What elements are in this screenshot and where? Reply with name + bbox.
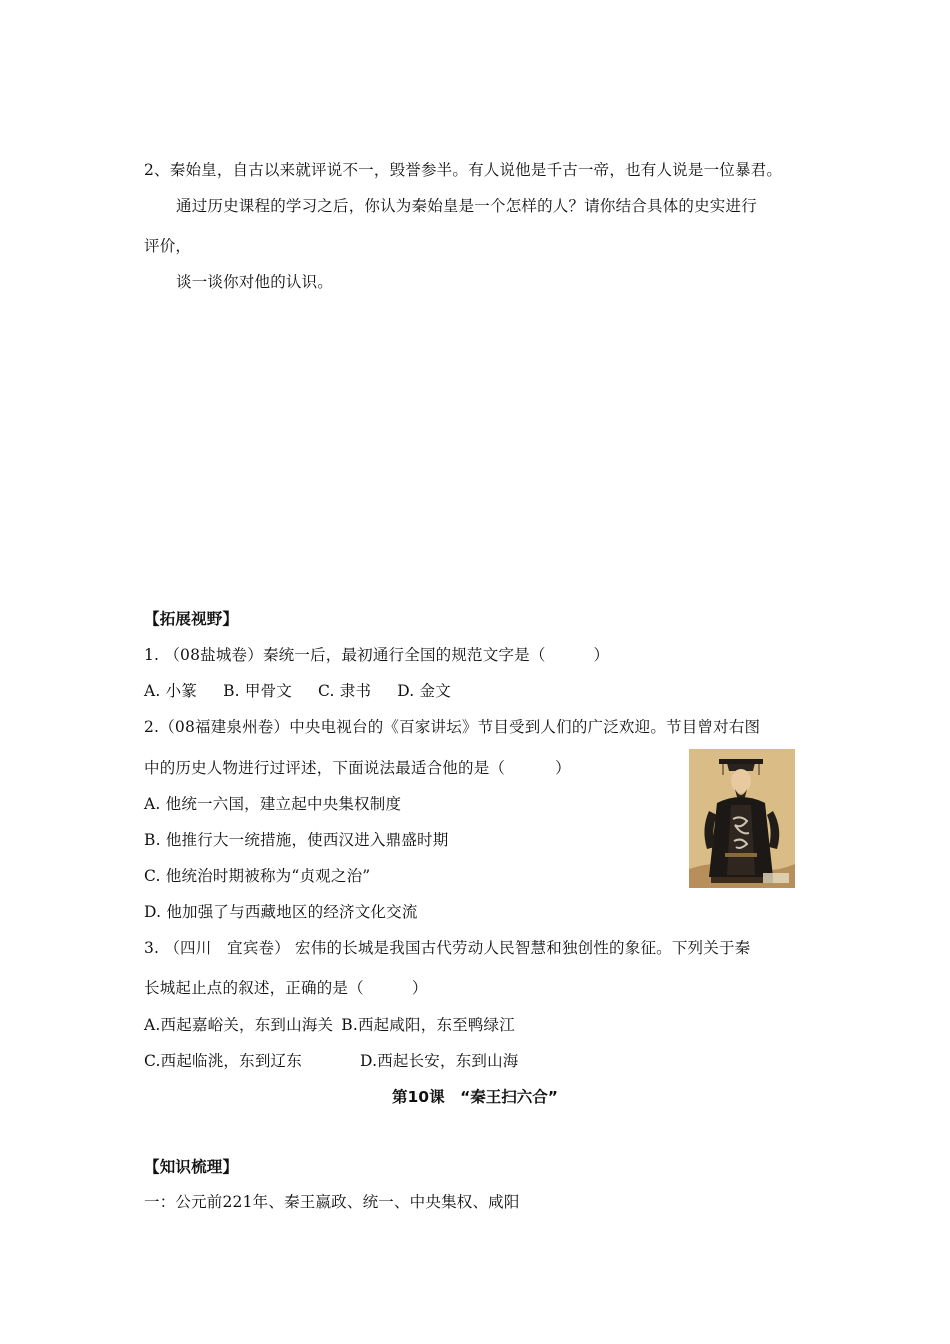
q3-options-row-1 — [144, 1015, 515, 1035]
q1-stem-text: 1. （08盐城卷）秦统一后，最初通行全国的规范文字是（ — [144, 646, 546, 664]
qin-shi-huang-portrait — [689, 749, 795, 888]
extend-q3-stem-1: 3. （四川 宜宾卷） 宏伟的长城是我国古代劳动人民智慧和独创性的象征。下列关于秦 — [144, 939, 751, 957]
q2-close-paren: ） — [555, 759, 571, 777]
knowledge-item-1: 一：公元前221年、秦王嬴政、统一、中央集权、咸阳 — [144, 1193, 520, 1211]
q3-close-paren: ） — [411, 979, 428, 997]
extend-q3-stem-2 — [144, 978, 428, 998]
q2-option-a: A. 他统一六国，建立起中央集权制度 — [144, 795, 402, 813]
q2-line-3: 评价， — [144, 237, 192, 255]
q3-option-d: D.西起长安，东到山海 — [360, 1052, 519, 1070]
extend-q2-stem-1: 2.（08福建泉州卷）中央电视台的《百家讲坛》节目受到人们的广泛欢迎。节目曾对右图 — [144, 718, 761, 736]
q3-option-a: A.西起嘉峪关，东到山海关 — [144, 1016, 334, 1034]
q3-option-c: C.西起临洮，东到辽东 — [144, 1052, 302, 1070]
q1-close-paren: ） — [593, 646, 610, 664]
q2-option-b: B. 他推行大一统措施，使西汉进入鼎盛时期 — [144, 831, 449, 849]
extend-q2-stem-2 — [144, 758, 571, 778]
extend-q1-stem — [144, 645, 609, 665]
q2-line-2: 通过历史课程的学习之后，你认为秦始皇是一个怎样的人？请你结合具体的史实进行 — [176, 197, 757, 215]
q3-option-b: B.西起咸阳，东至鸭绿江 — [341, 1016, 515, 1034]
knowledge-heading: 【知识梳理】 — [144, 1158, 239, 1176]
q2-option-d: D. 他加强了与西藏地区的经济文化交流 — [144, 903, 418, 921]
portrait-illustration — [689, 749, 795, 888]
q2-stem-text: 中的历史人物进行过评述，下面说法最适合他的是（ — [144, 759, 506, 777]
q3-options-row-2 — [144, 1051, 519, 1071]
extend-q1-options — [144, 681, 451, 701]
q3-stem-text: 长城起止点的叙述，正确的是（ — [144, 979, 364, 997]
extend-heading: 【拓展视野】 — [144, 610, 239, 628]
q2-option-c: C. 他统治时期被称为“贞观之治” — [144, 867, 371, 885]
lesson-title: 第10课 “秦王扫六合” — [392, 1088, 558, 1106]
q1-option-b: B. 甲骨文 — [223, 682, 293, 700]
q2-line-1: 2、秦始皇，自古以来就评说不一，毁誉参半。有人说他是千古一帝，也有人说是一位暴君。 — [144, 161, 783, 179]
q1-option-d: D. 金文 — [397, 682, 451, 700]
q1-option-a: A. 小篆 — [144, 682, 198, 700]
q2-line-4: 谈一谈你对他的认识。 — [176, 273, 334, 291]
q1-option-c: C. 隶书 — [318, 682, 372, 700]
